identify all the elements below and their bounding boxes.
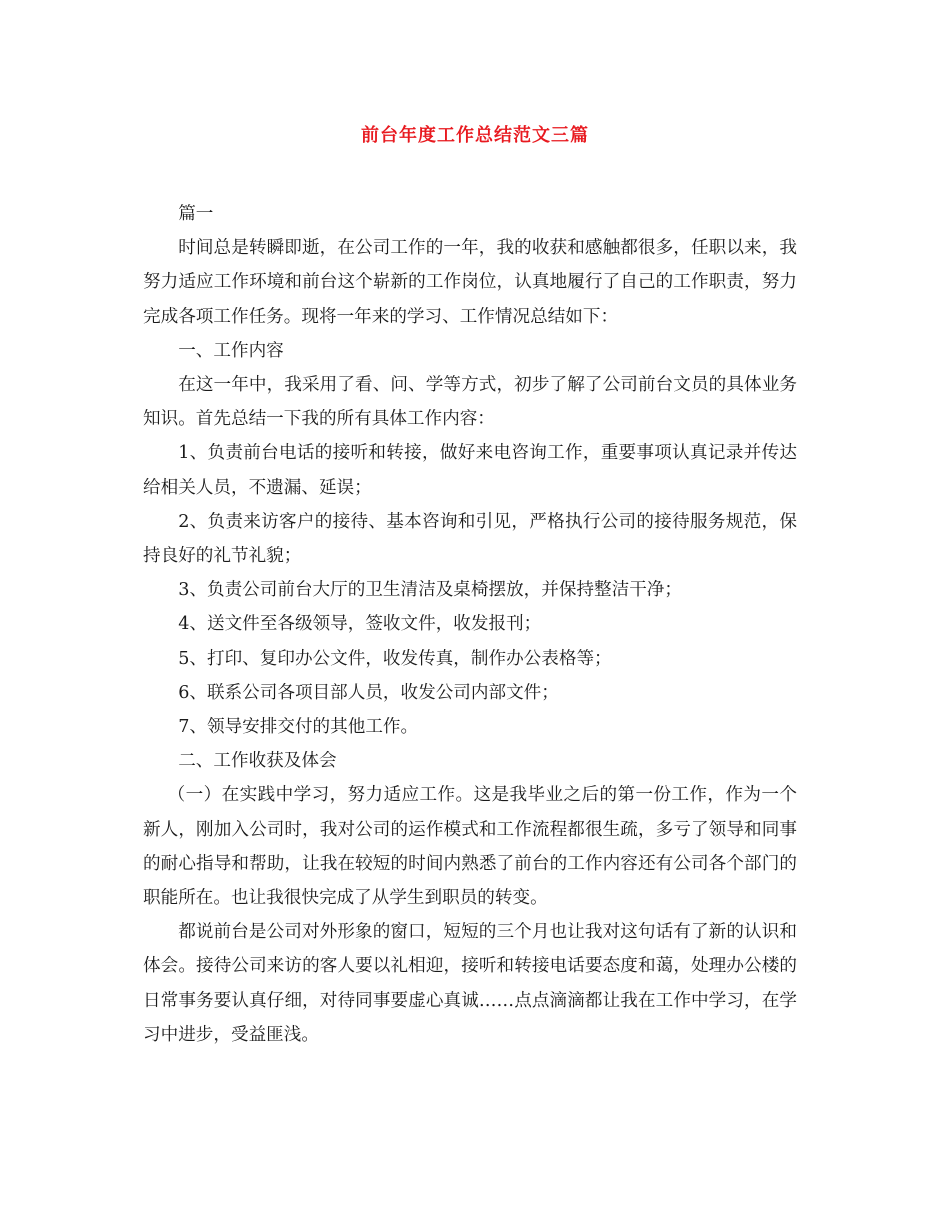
document-title: 前台年度工作总结范文三篇 (361, 125, 589, 146)
list-item: 5、打印、复印办公文件，收发传真，制作办公表格等； (178, 648, 612, 669)
list-item: 6、联系公司各项目部人员，收发公司内部文件； (178, 682, 559, 703)
section-label: 篇一 (178, 204, 214, 224)
section-heading: 一、工作内容 (178, 340, 284, 361)
list-item: 7、领导安排交付的其他工作。 (178, 717, 419, 738)
paragraph: 在这一年中，我采用了看、问、学等方式，初步了解了公司前台文员的具体业务知识。首先总结一下我的所有具体工作内容： (143, 375, 797, 430)
list-item: 1、负责前台电话的接听和转接，做好来电咨询工作，重要事项认真记录并传达给相关人员，不遗漏、延误； (143, 443, 797, 498)
section-heading: 二、工作收获及体会 (178, 751, 337, 772)
list-item: 2、负责来访客户的接待、基本咨询和引见，严格执行公司的接待服务规范，保持良好的礼节礼貌； (143, 511, 797, 567)
document-body (143, 197, 797, 1052)
list-item: 3、负责公司前台大厅的卫生清洁及桌椅摆放，并保持整洁干净； (178, 580, 683, 601)
paragraph: 都说前台是公司对外形象的窗口，短短的三个月也让我对这句话有了新的认识和体会。接待公司来访的客人要以礼相迎，接听和转接电话要态度和蔼，处理办公楼的日常事务要认真仔细，对待同事要虚心真诚……点点滴滴都让我在工作中学习，在学习中进步，受益匪浅。 (143, 922, 797, 1045)
paragraph: （一）在实践中学习，努力适应工作。这是我毕业之后的第一份工作，作为一个新人，刚加入公司时，我对公司的运作模式和工作流程都很生疏，多亏了领导和同事的耐心指导和帮助，让我在较短的时间内熟悉了前台的工作内容还有公司各个部门的职能所在。也让我很快完成了从学生到职员的转变。 (143, 785, 797, 909)
list-item: 4、送文件至各级领导，签收文件，收发报刊； (178, 614, 542, 635)
paragraph: 时间总是转瞬即逝，在公司工作的一年，我的收获和感触都很多，任职以来，我努力适应工作环境和前台这个崭新的工作岗位，认真地履行了自己的工作职责，努力完成各项工作任务。现将一年来的学习、工作情况总结如下： (143, 238, 797, 327)
